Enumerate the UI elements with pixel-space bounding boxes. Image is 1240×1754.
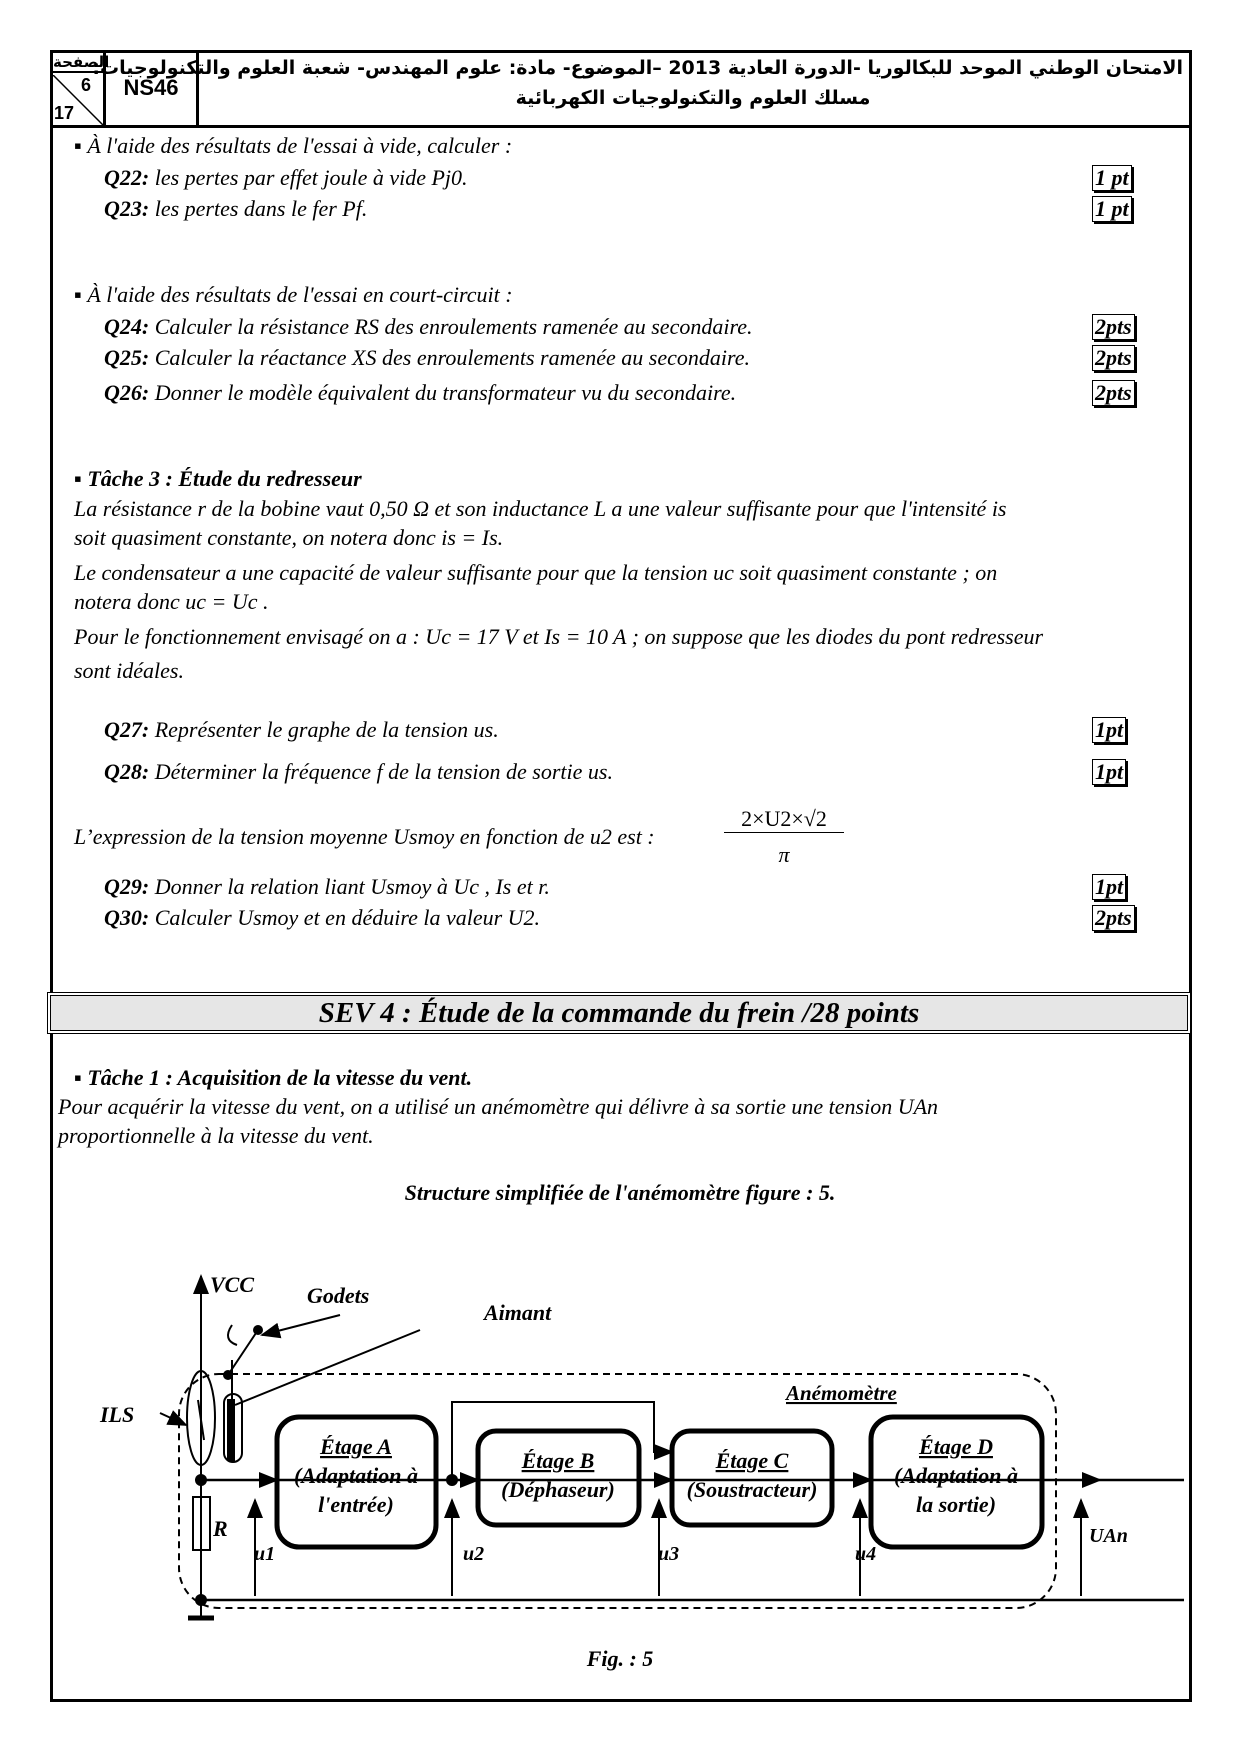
anemometre-label: Anémomètre	[786, 1381, 897, 1405]
intro-text: À l'aide des résultats de l'essai à vide, calculer :	[87, 133, 513, 158]
uan-label: UAn	[1089, 1525, 1128, 1547]
q-text: les pertes par effet joule à vide Pj0.	[154, 165, 468, 190]
stage-b-name: Étage B	[521, 1448, 595, 1473]
q-text: Représenter le graphe de la tension us.	[154, 717, 499, 742]
formula-denominator: π	[778, 842, 790, 867]
anemometer-boundary	[179, 1374, 1056, 1608]
q-text: Déterminer la fréquence f de la tension de sortie us.	[154, 759, 613, 784]
stage-c-name: Étage C	[715, 1448, 789, 1473]
task3-p6: sont idéales.	[74, 658, 184, 683]
q23-points: 1 pt	[1092, 196, 1132, 222]
page-total: 17	[54, 103, 75, 123]
stage-d-name: Étage D	[919, 1434, 993, 1459]
rotation-arrow-icon	[228, 1325, 237, 1345]
q22-points: 1 pt	[1092, 165, 1132, 191]
q-text: Donner le modèle équivalent du transformateur vu du secondaire.	[154, 380, 737, 405]
formula-numerator: 2×U2×√2	[724, 806, 844, 833]
figure-caption: Fig. : 5	[586, 1646, 654, 1671]
block1-intro: ▪ À l'aide des résultats de l'essai à vide, calculer :	[74, 133, 513, 158]
stage-b-line1: (Déphaseur)	[501, 1477, 615, 1502]
q-text: Calculer la résistance RS des enroulements ramenée au secondaire.	[154, 314, 753, 339]
task1-title: ▪ Tâche 1 : Acquisition de la vitesse du vent.	[74, 1065, 473, 1090]
ils-pointer	[160, 1413, 186, 1425]
block2-intro: ▪ À l'aide des résultats de l'essai en court-circuit :	[74, 282, 513, 307]
exam-code: NS46	[123, 75, 179, 100]
vcc-label: VCC	[210, 1272, 255, 1297]
godets-pointer	[262, 1315, 340, 1335]
task1-p1: Pour acquérir la vitesse du vent, on a utilisé un anémomètre qui délivre à sa sortie une tension UAn	[58, 1094, 939, 1119]
q25-points: 2pts	[1092, 345, 1135, 371]
stage-c-line1: (Soustracteur)	[686, 1477, 818, 1502]
header-title-2: مسلك العلوم والتكنولوجيات الكهربائية	[515, 87, 871, 109]
q27-points: 1pt	[1092, 717, 1126, 743]
q-num: Q29:	[104, 874, 150, 899]
aimant-pointer	[235, 1330, 420, 1405]
sev4-heading: SEV 4 : Étude de la commande du frein /28 points	[47, 992, 1191, 1034]
q-text: Calculer la réactance XS des enroulements ramenée au secondaire.	[154, 345, 750, 370]
u2-label: u2	[463, 1543, 485, 1565]
q-text: Calculer Usmoy et en déduire la valeur U2.	[154, 905, 541, 930]
q30-points: 2pts	[1092, 905, 1135, 931]
task3-p3: Le condensateur a une capacité de valeur suffisante pour que la tension uc soit quasiment constante ; on	[74, 560, 998, 585]
u4-label: u4	[855, 1543, 877, 1565]
u3-label: u3	[658, 1543, 680, 1565]
stage-a-line2: l'entrée)	[318, 1492, 394, 1517]
title-text: Tâche 1 : Acquisition de la vitesse du vent.	[87, 1065, 473, 1090]
figure-title: Structure simplifiée de l'anémomètre figure : 5.	[404, 1180, 836, 1205]
q-num: Q27:	[104, 717, 150, 742]
u1-label: u1	[254, 1543, 276, 1565]
stage-a-name: Étage A	[320, 1434, 392, 1459]
expression-text: L’expression de la tension moyenne Usmoy en fonction de u2 est :	[74, 824, 655, 849]
q-num: Q25:	[104, 345, 150, 370]
title-text: Tâche 3 : Étude du redresseur	[87, 466, 362, 491]
page-label: الصفحة	[53, 53, 110, 71]
q28-points: 1pt	[1092, 759, 1126, 785]
stage-d-line1: (Adaptation à	[893, 1463, 1019, 1488]
q-text: les pertes dans le fer Pf.	[154, 196, 368, 221]
r-label: R	[213, 1516, 228, 1541]
task3-title: ▪ Tâche 3 : Étude du redresseur	[74, 466, 362, 491]
task3-p2: soit quasiment constante, on notera donc is = Is.	[74, 525, 504, 550]
q-num: Q23:	[104, 196, 150, 221]
q-num: Q28:	[104, 759, 150, 784]
q-text: Donner la relation liant Usmoy à Uc , Is et r.	[154, 874, 550, 899]
task1-p2: proportionnelle à la vitesse du vent.	[58, 1123, 374, 1148]
aimant-label: Aimant	[484, 1300, 552, 1325]
q-num: Q22:	[104, 165, 150, 190]
intro-text: À l'aide des résultats de l'essai en court-circuit :	[87, 282, 513, 307]
q24-points: 2pts	[1092, 314, 1135, 340]
q-num: Q24:	[104, 314, 150, 339]
stage-d-line2: la sortie)	[915, 1492, 997, 1517]
task3-p4: notera donc uc = Uc .	[74, 589, 269, 614]
header-title-1: الامتحان الوطني الموحد للبكالوريا -الدورة العادية 2013 –الموضوع- مادة: علوم المهندس- شعبة العلوم والتكنولوجيات:	[92, 57, 1183, 79]
q-num: Q26:	[104, 380, 150, 405]
godets-label: Godets	[307, 1283, 370, 1308]
q26-points: 2pts	[1092, 380, 1135, 406]
q-num: Q30:	[104, 905, 150, 930]
ils-label: ILS	[100, 1402, 135, 1427]
stage-a-line1: (Adaptation à	[293, 1463, 419, 1488]
page-num: 6	[81, 75, 92, 95]
task3-p5: Pour le fonctionnement envisagé on a : Uc = 17 V et Is = 10 A ; on suppose que les diodes du pont redresseur	[74, 624, 1044, 649]
q29-points: 1pt	[1092, 874, 1126, 900]
task3-p1: La résistance r de la bobine vaut 0,50 Ω et son inductance L a une valeur suffisante pour que l'intensité is	[74, 496, 1007, 521]
